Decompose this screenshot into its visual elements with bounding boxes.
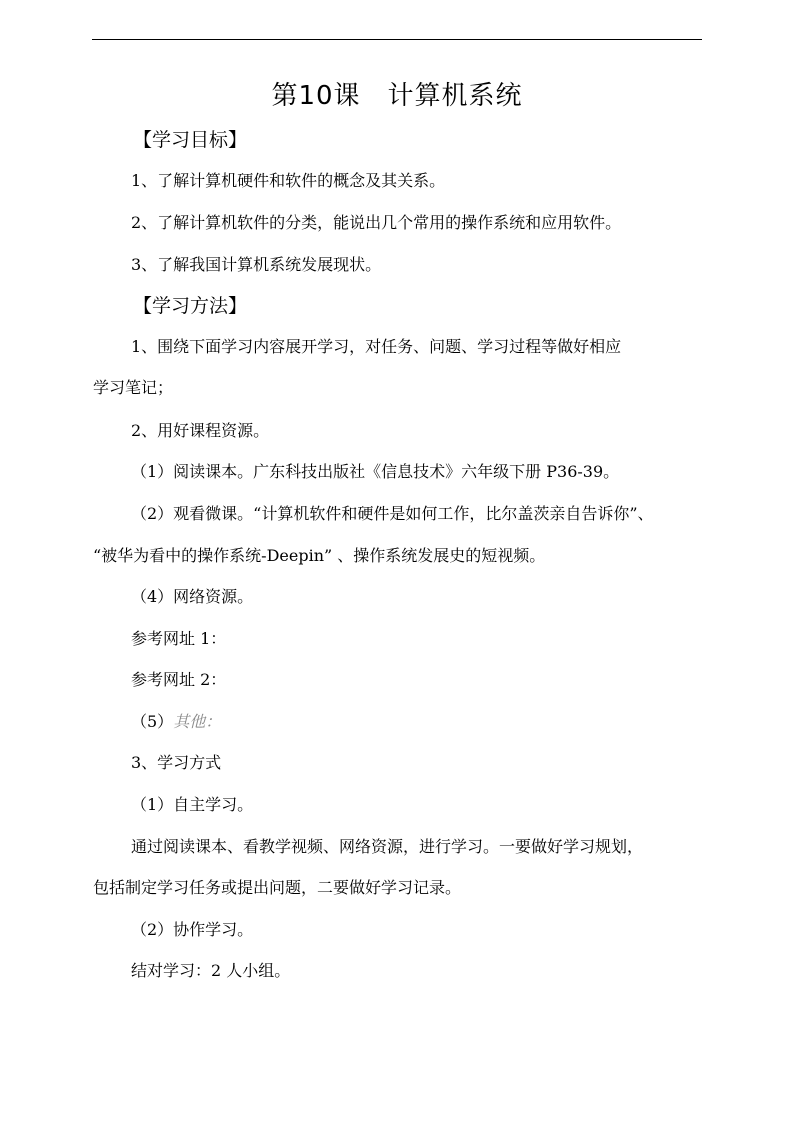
method-2: 2、用好课程资源。 (131, 421, 270, 440)
method-1-line-2: 学习笔记； (93, 378, 174, 397)
goal-item-1: 1、了解计算机硬件和软件的概念及其关系。 (131, 171, 446, 190)
resource-4: （4）网络资源。 (131, 587, 254, 606)
resource-5 (131, 711, 794, 733)
self-study-heading: （1）自主学习。 (131, 795, 254, 814)
goal-item-2: 2、了解计算机软件的分类，能说出几个常用的操作系统和应用软件。 (131, 213, 622, 232)
resource-2-line-1: （2）观看微课。“计算机软件和硬件是如何工作，比尔盖茨亲自告诉你”、 (131, 504, 654, 523)
reference-url-2: 参考网址 2： (131, 670, 227, 689)
reference-url-1: 参考网址 1： (131, 629, 227, 648)
goal-item-3: 3、了解我国计算机系统发展现状。 (131, 255, 382, 274)
self-study-line-1: 通过阅读课本、看教学视频、网络资源，进行学习。一要做好学习规划， (131, 837, 644, 856)
self-study-line-2: 包括制定学习任务或提出问题，二要做好学习记录。 (93, 878, 462, 897)
page-title: 第10课 计算机系统 (271, 81, 523, 111)
resource-5-prefix: （5） (131, 712, 174, 731)
resource-2-line-2: “被华为看中的操作系统-Deepin” 、操作系统发展史的短视频。 (93, 546, 546, 565)
goals-heading: 【学习目标】 (133, 129, 248, 151)
resource-5-other: 其他： (173, 712, 222, 731)
method-3: 3、学习方式 (131, 753, 222, 772)
methods-heading: 【学习方法】 (133, 295, 248, 317)
collab-detail: 结对学习：2 人小组。 (131, 961, 291, 980)
resource-1: （1）阅读课本。广东科技出版社《信息技术》六年级下册 P36-39。 (131, 462, 620, 481)
header-rule (92, 39, 702, 40)
collab-heading: （2）协作学习。 (131, 920, 254, 939)
method-1-line-1: 1、围绕下面学习内容展开学习，对任务、问题、学习过程等做好相应 (131, 337, 622, 356)
